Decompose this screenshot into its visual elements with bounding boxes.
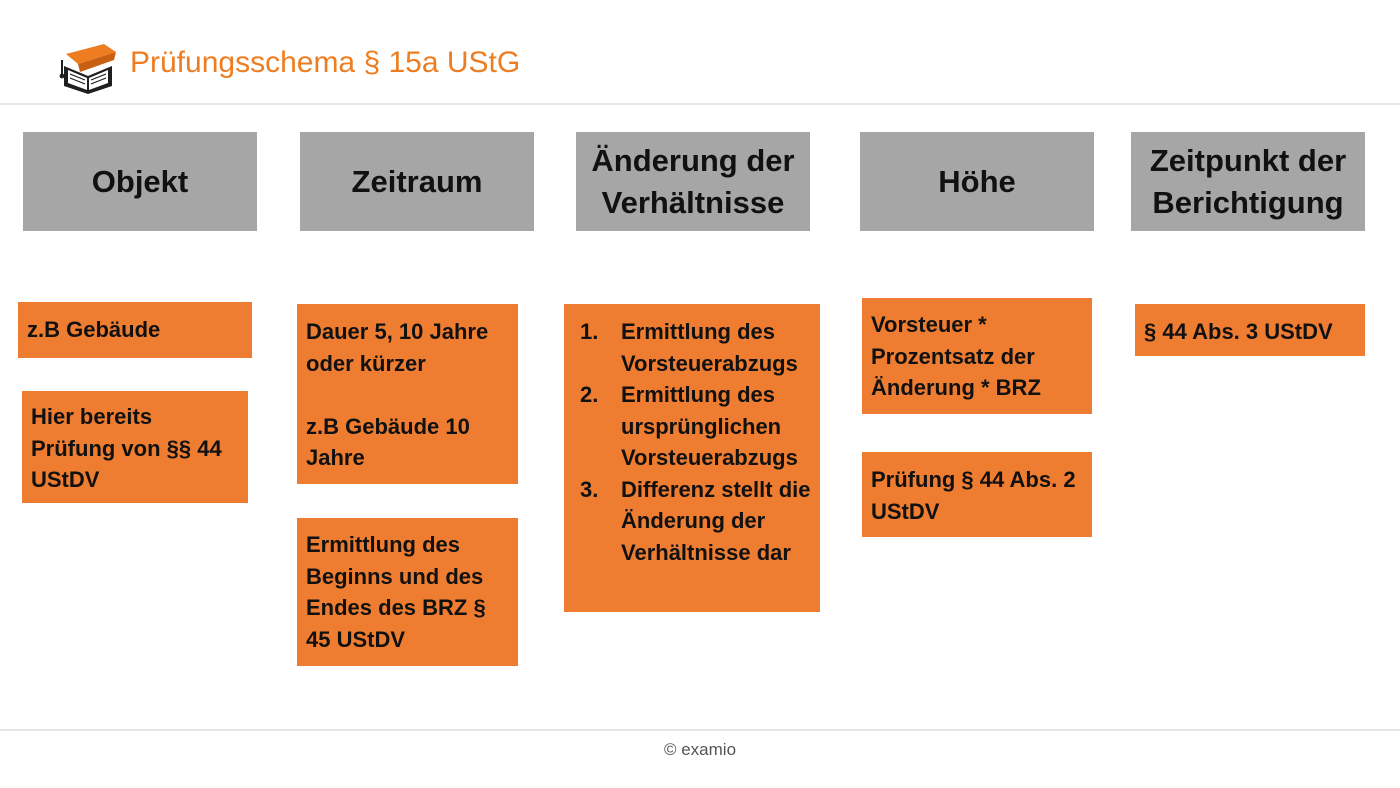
graduation-cap-book-icon — [58, 40, 120, 96]
aenderung-box — [564, 304, 820, 612]
objekt-box-2: Hier bereits Prüfung von §§ 44 UStDV — [22, 391, 248, 503]
header — [0, 0, 1400, 104]
footer-copyright: © examio — [663, 740, 737, 759]
aenderung-steps-list — [574, 316, 814, 568]
column-heading-objekt: Objekt — [23, 132, 257, 231]
zeitpunkt-box: § 44 Abs. 3 UStDV — [1135, 304, 1365, 356]
column-heading-zeitraum: Zeitraum — [300, 132, 534, 231]
hoehe-box-2: Prüfung § 44 Abs. 2 UStDV — [862, 452, 1092, 537]
list-item: 3. Differenz stellt die Änderung der Verhältnisse dar — [580, 476, 811, 565]
page-title: Prüfungsschema § 15a UStG — [130, 46, 521, 79]
objekt-box-1: z.B Gebäude — [18, 302, 252, 358]
header-divider — [0, 103, 1400, 105]
zeitraum-box-1: Dauer 5, 10 Jahre oder kürzer z.B Gebäude 10 Jahre — [297, 304, 518, 484]
list-item: 2. Ermittlung des ursprünglichen Vorsteuerabzugs — [580, 382, 798, 470]
hoehe-box-1: Vorsteuer * Prozentsatz der Änderung * BRZ — [862, 298, 1092, 414]
zeitraum-box-2: Ermittlung des Beginns und des Endes des BRZ § 45 UStDV — [297, 518, 518, 666]
footer-divider — [0, 729, 1400, 731]
column-heading-hoehe: Höhe — [860, 132, 1094, 231]
list-item: 1. Ermittlung des Vorsteuerabzugs — [580, 319, 798, 376]
column-heading-zeitpunkt: Zeitpunkt der Berichtigung — [1131, 132, 1365, 231]
column-heading-aenderung: Änderung der Verhältnisse — [576, 132, 810, 231]
